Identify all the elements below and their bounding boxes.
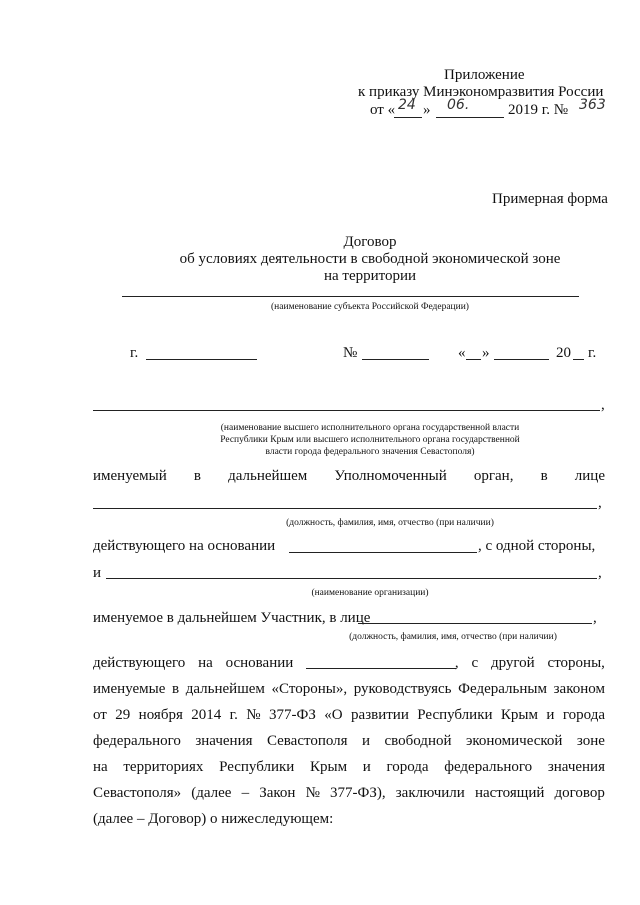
- word: другой: [490, 655, 535, 671]
- participant-text: именуемое в дальнейшем Участник, в лице: [93, 610, 371, 626]
- authority-caption-1: (наименование высшего исполнительного органа государственной власти: [220, 423, 520, 433]
- paragraph-line-5: [93, 758, 605, 776]
- authority-line: [93, 410, 600, 411]
- subject-caption: (наименование субъекта Российской Федерации): [271, 302, 469, 312]
- word: и: [362, 733, 371, 749]
- order-month-handwritten: 06.: [447, 97, 470, 113]
- word: настоящий: [474, 785, 545, 801]
- authority-comma: ,: [601, 397, 605, 413]
- word: Закон: [259, 785, 296, 801]
- word: Республики: [417, 707, 493, 723]
- date-year-line: [573, 359, 584, 360]
- order-day-line: [394, 117, 422, 118]
- word: развитии: [351, 707, 409, 723]
- order-reference: к приказу Минэкономразвития России: [358, 84, 604, 100]
- date-quote-close: »: [482, 345, 490, 361]
- word: 377-ФЗ),: [330, 785, 386, 801]
- word: именуемые: [93, 681, 166, 697]
- date-year-suffix: г.: [588, 345, 597, 361]
- word: федерального: [444, 759, 533, 775]
- word: Уполномоченный: [334, 468, 447, 484]
- word: Крым: [500, 707, 538, 723]
- word: города: [386, 759, 429, 775]
- word: «О: [324, 707, 343, 723]
- word: федерального: [93, 733, 181, 749]
- word: законом: [553, 681, 605, 697]
- word: зоне: [576, 733, 605, 749]
- word: орган,: [473, 468, 514, 484]
- word: на: [198, 655, 213, 671]
- word: «Стороны»,: [271, 681, 348, 697]
- participant-comma: ,: [593, 610, 597, 626]
- organization-caption: (наименование организации): [311, 588, 429, 598]
- participant-person-line: [358, 623, 592, 624]
- word: №: [305, 785, 320, 801]
- city-label: г.: [130, 345, 139, 361]
- paragraph-line-3: [93, 706, 605, 724]
- order-year-number: 2019 г. №: [508, 102, 569, 118]
- order-number-handwritten: 363: [579, 97, 606, 113]
- word: 2014: [191, 707, 222, 723]
- number-line: [362, 359, 429, 360]
- order-month-line: [436, 117, 504, 118]
- word: Севастополя: [266, 733, 348, 749]
- authority-person-line: [93, 508, 597, 509]
- word: Федеральным: [458, 681, 547, 697]
- order-day-handwritten: 24: [398, 97, 416, 113]
- word: лице: [574, 468, 605, 484]
- word: свободной: [384, 733, 452, 749]
- paragraph-line-2: [93, 680, 605, 698]
- word: ,: [454, 655, 459, 671]
- position-caption-1: (должность, фамилия, имя, отчество (при наличии): [286, 518, 494, 528]
- acting-basis-1: действующего на основании: [93, 538, 276, 554]
- word: на: [93, 759, 108, 775]
- word: основании: [225, 655, 294, 671]
- authority-caption-3: власти города федерального значения Севастополя): [265, 447, 475, 457]
- position-caption-2: (должность, фамилия, имя, отчество (при наличии): [349, 632, 557, 642]
- order-date-quote-close: »: [423, 102, 431, 118]
- word: значения: [547, 759, 605, 775]
- word: (далее: [191, 785, 232, 801]
- word: действующего: [93, 655, 186, 671]
- word: Республики: [219, 759, 295, 775]
- city-line: [146, 359, 257, 360]
- word: и: [362, 759, 371, 775]
- word: города: [562, 707, 605, 723]
- word: руководствуясь: [353, 681, 452, 697]
- word: –: [241, 785, 250, 801]
- and-word: и: [93, 565, 102, 581]
- acting-basis-1-line: [289, 552, 477, 553]
- paragraph-line-4: [93, 732, 605, 750]
- word: дальнейшем: [228, 468, 308, 484]
- date-day-line: [466, 359, 481, 360]
- word: договор: [554, 785, 605, 801]
- order-date-prefix: от «: [370, 102, 396, 118]
- organization-comma: ,: [598, 565, 602, 581]
- word: экономической: [465, 733, 563, 749]
- title-territory: на территории: [323, 268, 417, 284]
- word: Крым: [309, 759, 348, 775]
- word: территориях: [123, 759, 204, 775]
- title-contract: Договор: [343, 234, 397, 250]
- word: 377-ФЗ: [269, 707, 316, 723]
- date-year-prefix: 20: [556, 345, 571, 361]
- word: в: [540, 468, 548, 484]
- word: 29: [115, 707, 131, 723]
- word: от: [93, 707, 107, 723]
- number-sign: №: [343, 345, 358, 361]
- word: именуемый: [93, 468, 167, 484]
- subject-line: [122, 296, 579, 297]
- word: Севастополя»: [93, 785, 182, 801]
- appendix-label: Приложение: [444, 67, 525, 83]
- word: с: [471, 655, 479, 671]
- paragraph-line-6: [93, 784, 605, 802]
- organization-line: [106, 578, 597, 579]
- word: стороны,: [547, 655, 605, 671]
- word: г.: [229, 707, 238, 723]
- word: №: [246, 707, 261, 723]
- paragraph-line-1: [93, 654, 605, 672]
- authority-caption-2: Республики Крым или высшего исполнительного органа государственной: [220, 435, 520, 445]
- word: и: [546, 707, 555, 723]
- word: в: [193, 468, 201, 484]
- date-quote-open: «: [458, 345, 466, 361]
- word: заключили: [395, 785, 465, 801]
- word: дальнейшем: [185, 681, 265, 697]
- authority-named-line: [93, 467, 605, 485]
- basis-blank: [306, 654, 456, 669]
- title-subject: об условиях деятельности в свободной экономической зоне: [179, 251, 561, 267]
- word: в: [172, 681, 180, 697]
- word: ноября: [138, 707, 183, 723]
- authority-person-comma: ,: [598, 495, 602, 511]
- word: значения: [195, 733, 253, 749]
- date-month-line: [494, 359, 549, 360]
- form-label: Примерная форма: [492, 191, 608, 207]
- paragraph-line-7: (далее – Договор) о нижеследующем:: [93, 811, 334, 827]
- one-side-text: , с одной стороны,: [478, 538, 596, 554]
